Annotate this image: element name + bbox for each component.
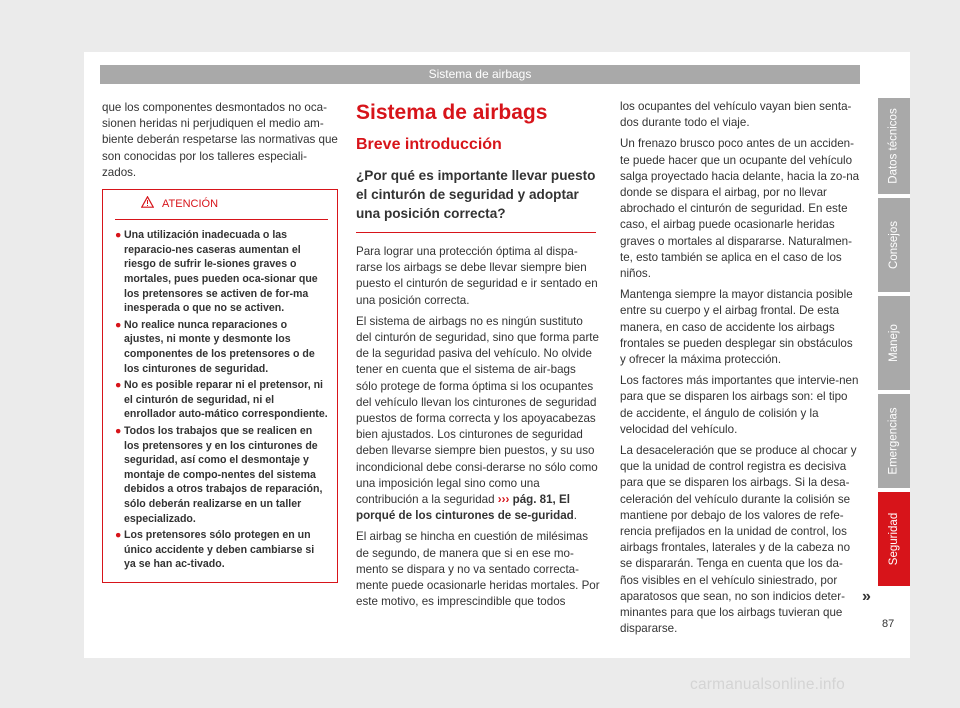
warning-item: ● Los pretensores sólo protegen en un único accidente y deben cambiarse si ya se han ac-tivado.: [115, 529, 315, 571]
warning-item: ● No es posible reparar ni el pretensor, ni el cinturón de seguridad, ni el enrollador auto-mático correspondiente.: [115, 379, 328, 421]
paragraph: El sistema de airbags no es ningún sustituto del cinturón de seguridad, sino que forma parte de la seguridad pasiva del vehículo. No olvide tener en cuenta que el sistema de air-bags sólo protege de forma óptima si los ocupantes del vehículo llevan los cinturones de seguridad puestos de forma correcta y los apoyacabezas bien ajustados. Los cinturones de seguridad deben llevarse siempre bien puestos, y su uso incondicional debe consi-derarse no sólo como una imposición legal sino como una contribución a la seguridad ››› pág. 81, El porqué de los cinturones de se-guridad.: [356, 314, 599, 523]
paragraph: los ocupantes del vehículo vayan bien senta-dos durante todo el viaje.: [620, 100, 852, 130]
page-header: Sistema de airbags: [100, 65, 860, 84]
warning-item: ● Una utilización inadecuada o las reparacio-nes caseras aumentan el riesgo de sufrir le-siones graves o mortales, pues pueden oca-sionar que los pretensores se activen de for-ma inesperada o que no se activen.: [115, 229, 318, 315]
chevron-right-icon: ›››: [497, 493, 510, 507]
section-title: Sistema de airbags: [356, 101, 548, 124]
next-page-arrow-icon[interactable]: »: [862, 588, 871, 605]
paragraph: Para lograr una protección óptima al dispa-rarse los airbags se debe llevar siempre bien puesto el cinturón de seguridad e ir sentado en una posición correcta.: [356, 245, 598, 307]
tab-seguridad[interactable]: Seguridad: [878, 492, 910, 586]
warning-box: [102, 189, 338, 583]
paragraph: Un frenazo brusco poco antes de un acciden-te puede hacer que un ocupante del vehículo salga proyectado hacia delante, hacia la zo-na donde se dispara el airbag, por no llevar abrochado el cinturón de seguridad. En este caso, el airbag puede ocasionarle heridas graves o mortales al dispararse. Naturalmen-te, esto también se aplica en el caso de los niños.: [620, 137, 860, 281]
page-reference-link[interactable]: ››› pág. 81, El porqué de los cinturones de se-guridad: [356, 493, 574, 523]
question-heading: ¿Por qué es importante llevar puesto el cinturón de seguridad y adoptar una posición correcta?: [356, 166, 596, 233]
tab-manejo[interactable]: Manejo: [878, 296, 910, 390]
section-subtitle: Breve introducción: [356, 136, 502, 153]
warning-list: [115, 228, 328, 572]
page-number: 87: [882, 618, 895, 630]
intro-paragraph: que los componentes desmontados no oca-sionen heridas ni perjudiquen el medio am-biente deberán respetarse las normativas que son conocidas por los talleres especiali-zados.: [102, 101, 338, 179]
paragraph: El airbag se hincha en cuestión de milésimas de segundo, de manera que si en ese mo-mento se dispara y no va sentado correcta-mente puede ocasionarle heridas mortales. Por este motivo, es imprescindible que todos: [356, 530, 600, 609]
warning-item: ● Todos los trabajos que se realicen en los pretensores y en los cinturones de seguridad, así como el desmontaje y montaje de compo-nentes del sistema debidos a otros trabajos de reparación, sólo deberán realizarse en un taller especializado.: [115, 424, 323, 525]
column-left: [102, 100, 338, 583]
warning-header: [115, 196, 328, 220]
warning-title: ATENCIÓN: [162, 198, 219, 211]
paragraph: La desaceleración que se produce al chocar y que la unidad de control registra es decisiva para que se disparen los airbags. Si la desa-celeración del vehículo durante la colisión se mantiene por debajo de los valores de refe-rencia prefijados en la unidad de control, los airbags frontales, laterales y de la cabeza no se dispararán. Tenga en cuenta que los da-ños visibles en el vehículo siniestrado, por aparatosos que sean, no son indicios deter-minantes para que los airbags tuvieran que dispararse.: [620, 444, 857, 636]
paragraph: Los factores más importantes que intervie-nen para que se disparen los airbags son: el tipo de accidente, el ángulo de colisión y la velocidad del vehículo.: [620, 374, 859, 436]
tab-emergencias[interactable]: Emergencias: [878, 394, 910, 488]
paragraph: Mantenga siempre la mayor distancia posible entre su cuerpo y el airbag frontal. De esta manera, en caso de accidente los airbags frontales se pueden desplegar sin obstáculos y ofrecer la máxima protección.: [620, 288, 853, 367]
column-middle: [356, 100, 600, 615]
watermark: carmanualsonline.info: [690, 676, 845, 693]
tab-datos-tecnicos[interactable]: Datos técnicos: [878, 98, 910, 194]
warning-triangle-icon: [141, 196, 154, 212]
warning-item: ● No realice nunca reparaciones o ajustes, ni monte y desmonte los componentes de los pretensores o de los cinturones de seguridad.: [115, 318, 315, 375]
column-right: [620, 99, 860, 643]
tab-consejos[interactable]: Consejos: [878, 198, 910, 292]
